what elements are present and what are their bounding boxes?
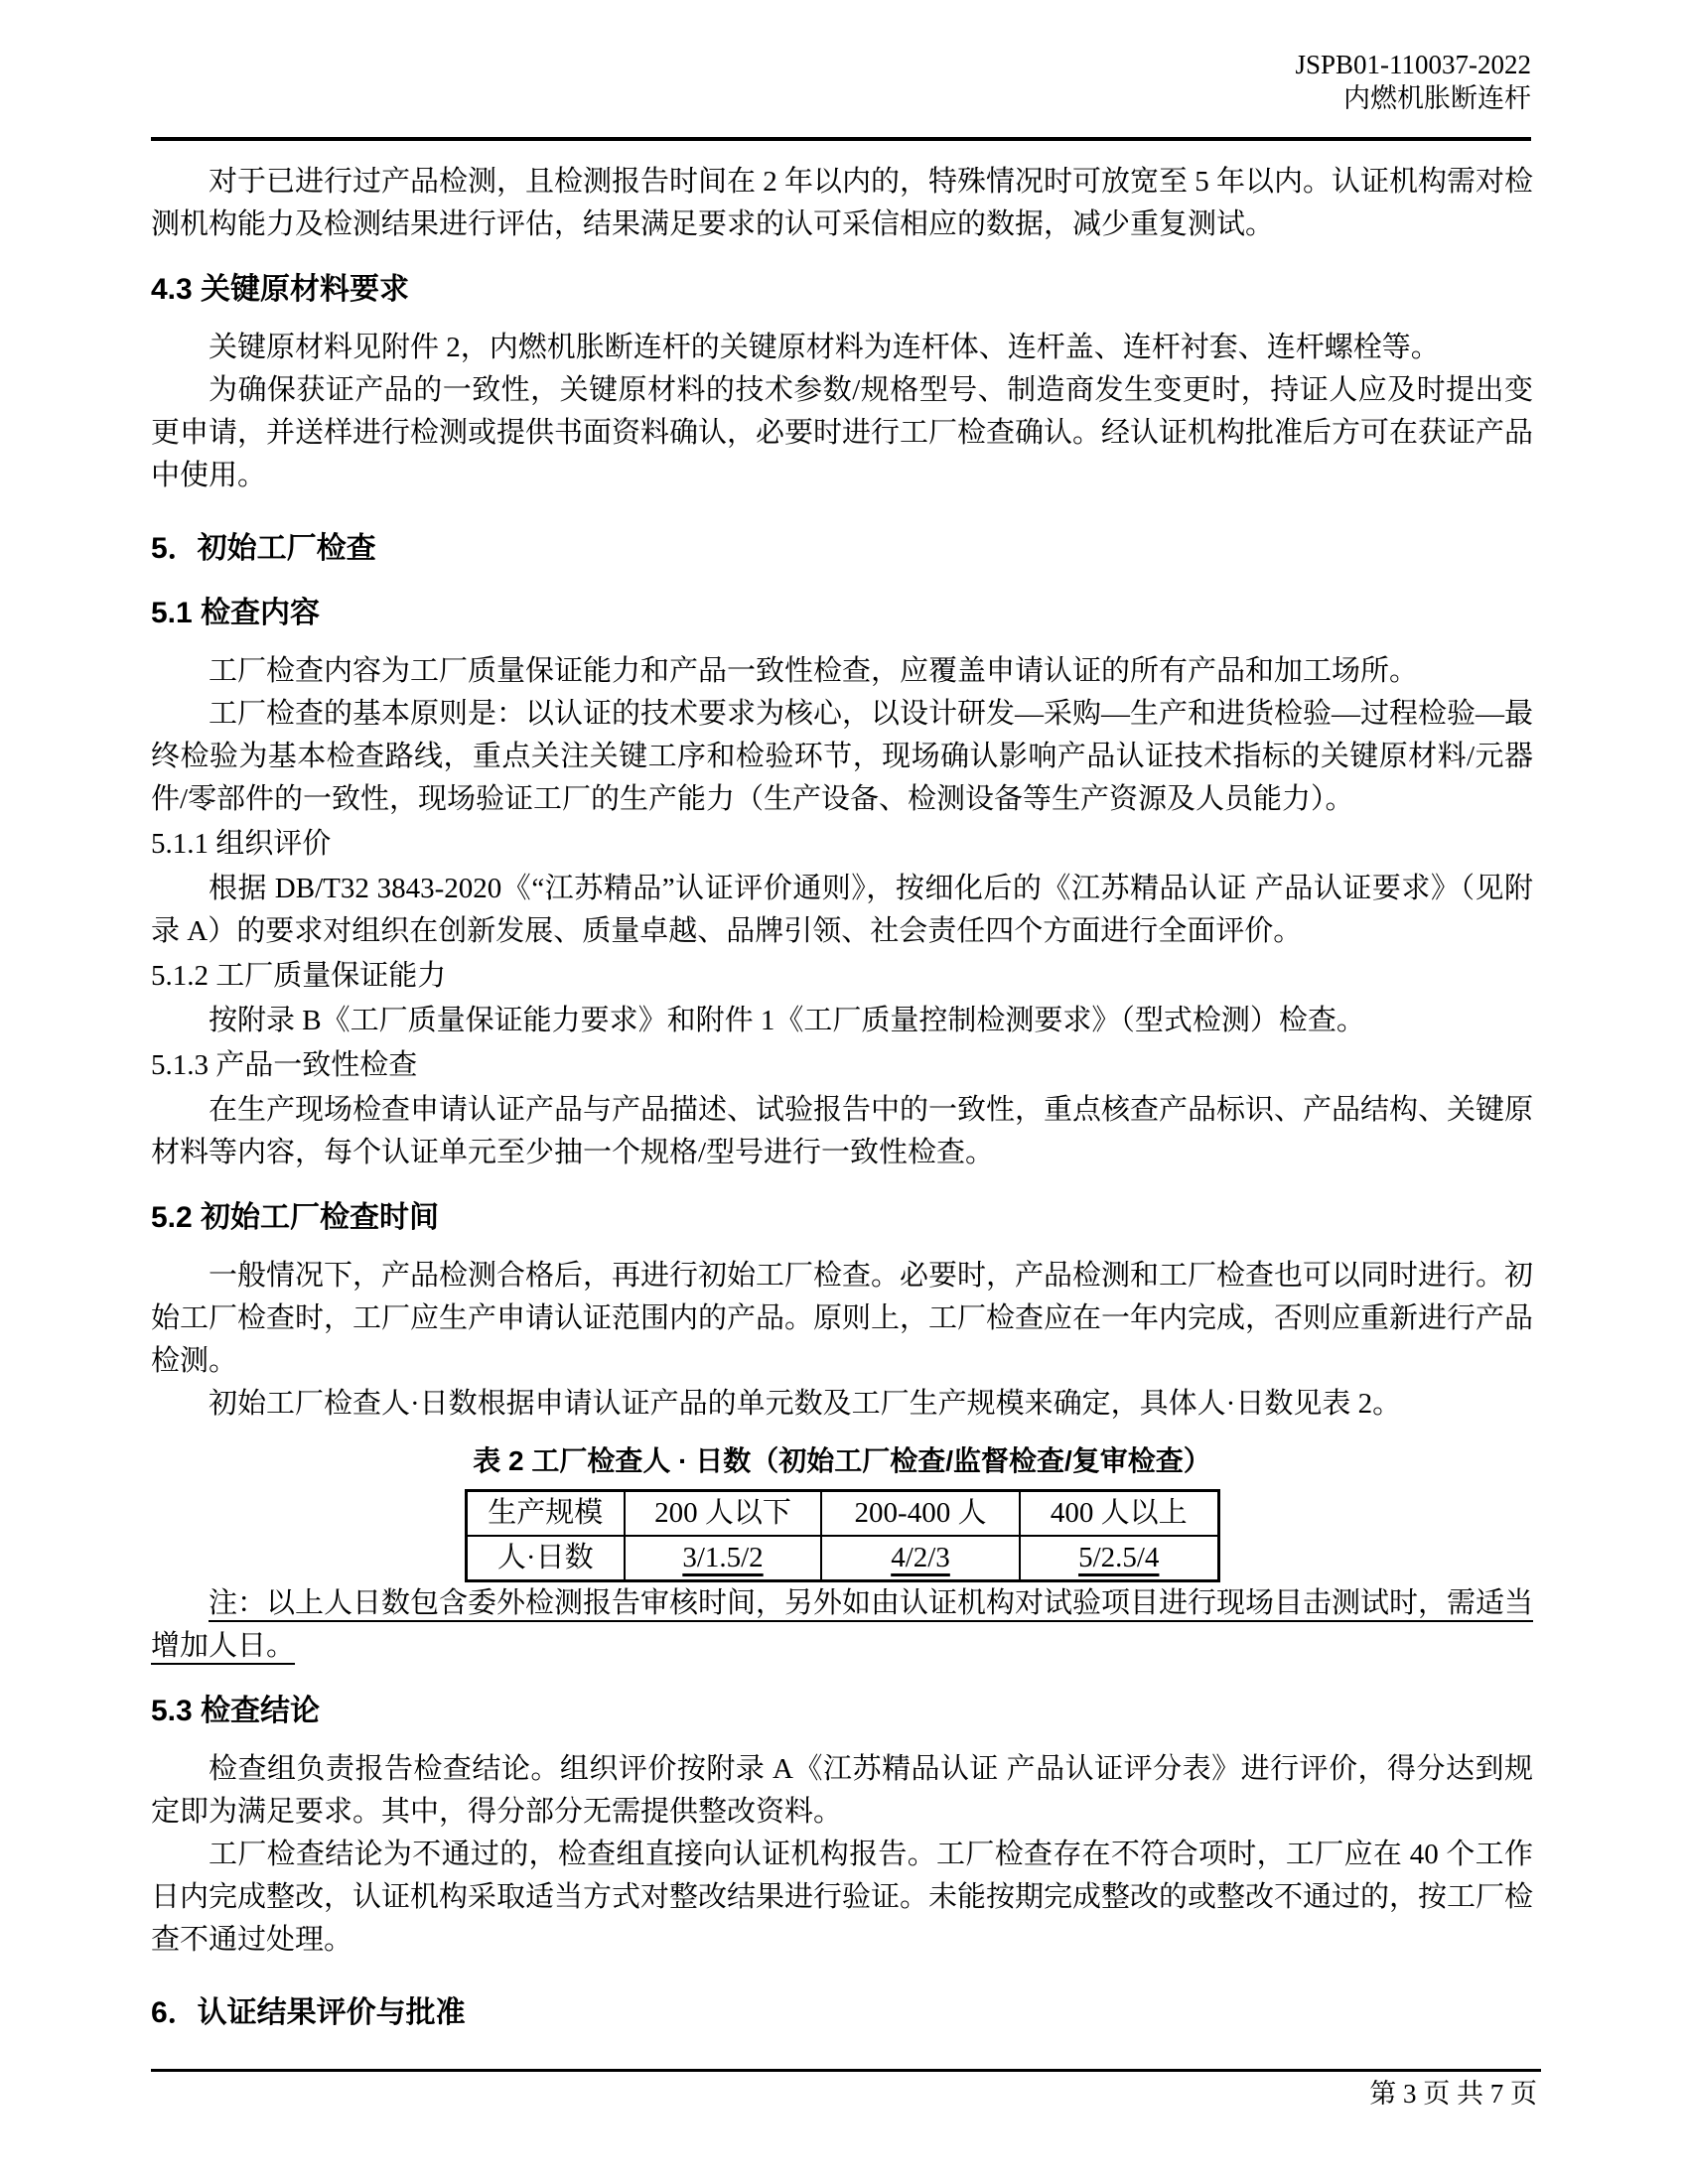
para-product-consistency: 在生产现场检查申请认证产品与产品描述、试验报告中的一致性，重点核查产品标识、产品结构、关键原材料等内容，每个认证单元至少抽一个规格/型号进行一致性检查。 <box>151 1094 1534 1168</box>
page-number: 第 3 页 共 7 页 <box>1369 2079 1537 2109</box>
table2-man-days <box>465 1489 1220 1582</box>
para-initial-inspection-timing: 一般情况下，产品检测合格后，再进行初始工厂检查。必要时，产品检测和工厂检查也可以同时进行。初始工厂检查时，工厂应生产申请认证范围内的产品。原则上，工厂检查应在一年内完成，否则应重新进行产品检测。 <box>151 1260 1534 1377</box>
table-cell-col-over400: 400 人以上 <box>1020 1491 1218 1537</box>
para-inspection-coverage: 工厂检查内容为工厂质量保证能力和产品一致性检查，应覆盖申请认证的所有产品和加工场所。 <box>209 655 1419 687</box>
page-header <box>151 48 1531 115</box>
table-cell-value-under200: 3/1.5/2 <box>625 1536 821 1581</box>
para-man-day-basis: 初始工厂检查人·日数根据申请认证产品的单元数及工厂生产规模来确定，具体人·日数见表 2。 <box>209 1388 1402 1420</box>
table-cell-col-200-400: 200-400 人 <box>821 1491 1020 1537</box>
heading-5-2: 5.2 初始工厂检查时间 <box>151 1201 440 1234</box>
table-cell-col-under200: 200 人以下 <box>625 1491 821 1537</box>
para-factory-quality: 按附录 B《工厂质量保证能力要求》和附件 1《工厂质量控制检测要求》（型式检测）检查。 <box>209 1005 1365 1036</box>
para-key-raw-materials: 关键原材料见附件 2，内燃机胀断连杆的关键原材料为连杆体、连杆盖、连杆衬套、连杆螺栓等。 <box>209 332 1440 363</box>
heading-4-3: 4.3 关键原材料要求 <box>151 273 410 306</box>
para-conclusion-scoring: 检查组负责报告检查结论。组织评价按附录 A《江苏精品认证 产品认证评分表》进行评价，得分达到规定即为满足要求。其中，得分部分无需提供整改资料。 <box>151 1753 1533 1828</box>
para-prior-testing: 对于已进行过产品检测，且检测报告时间在 2 年以内的，特殊情况时可放宽至 5 年以内。认证机构需对检测机构能力及检测结果进行评估，结果满足要求的认可采信相应的数据，减少重复测试。 <box>151 166 1534 240</box>
footer-rule <box>151 2069 1541 2072</box>
para-org-evaluation: 根据 DB/T32 3843-2020《“江苏精品”认证评价通则》，按细化后的《江苏精品认证 产品认证要求》（见附录 A）的要求对组织在创新发展、质量卓越、品牌引领、社会责任四个方面进行全面评价。 <box>151 873 1533 947</box>
document-subject: 内燃机胀断连杆 <box>1343 83 1531 113</box>
table2-caption: 表 2 工厂检查人 · 日数（初始工厂检查/监督检查/复审检查） <box>473 1445 1211 1476</box>
para-inspection-principles: 工厂检查的基本原则是：以认证的技术要求为核心，以设计研发—采购—生产和进货检验—过程检验—最终检验为基本检查路线，重点关注关键工序和检验环节，现场确认影响产品认证技术指标的关键原材料/元器件/零部件的一致性，现场验证工厂的生产能力（生产设备、检测设备等生产资源及人员能力）。 <box>151 698 1534 815</box>
heading-5: 5．初始工厂检查 <box>151 532 376 565</box>
heading-5-1: 5.1 检查内容 <box>151 597 321 629</box>
para-conclusion-nonconformity: 工厂检查结论为不通过的，检查组直接向认证机构报告。工厂检查存在不符合项时，工厂应在 40 个工作日内完成整改，认证机构采取适当方式对整改结果进行验证。未能按期完成整改的或整改不通过的，按工厂检查不通过处理。 <box>151 1839 1534 1956</box>
para-change-control: 为确保获证产品的一致性，关键原材料的技术参数/规格型号、制造商发生变更时，持证人应及时提出变更申请，并送样进行检测或提供书面资料确认，必要时进行工厂检查确认。经认证机构批准后方可在获证产品中使用。 <box>151 374 1534 491</box>
heading-5-1-1: 5.1.1 组织评价 <box>151 828 332 860</box>
table-cell-value-over400: 5/2.5/4 <box>1020 1536 1218 1581</box>
heading-5-1-3: 5.1.3 产品一致性检查 <box>151 1049 418 1081</box>
heading-5-3: 5.3 检查结论 <box>151 1695 321 1727</box>
heading-6: 6．认证结果评价与批准 <box>151 1996 466 2029</box>
heading-5-1-2: 5.1.2 工厂质量保证能力 <box>151 960 447 992</box>
document-code: JSPB01-110037-2022 <box>1295 50 1531 79</box>
table-cell-mandays-label: 人·日数 <box>466 1536 625 1581</box>
document-body <box>151 149 1533 2050</box>
table2-note: 注：以上人日数包含委外检测报告审核时间，另外如由认证机构对试验项目进行现场目击测试时，需适当增加人日。 <box>151 1587 1534 1662</box>
table-cell-scale-label: 生产规模 <box>466 1491 625 1537</box>
table-cell-value-200-400: 4/2/3 <box>821 1536 1020 1581</box>
header-rule <box>151 137 1531 141</box>
table-row-values <box>466 1536 1218 1581</box>
table-row-header <box>466 1491 1218 1537</box>
